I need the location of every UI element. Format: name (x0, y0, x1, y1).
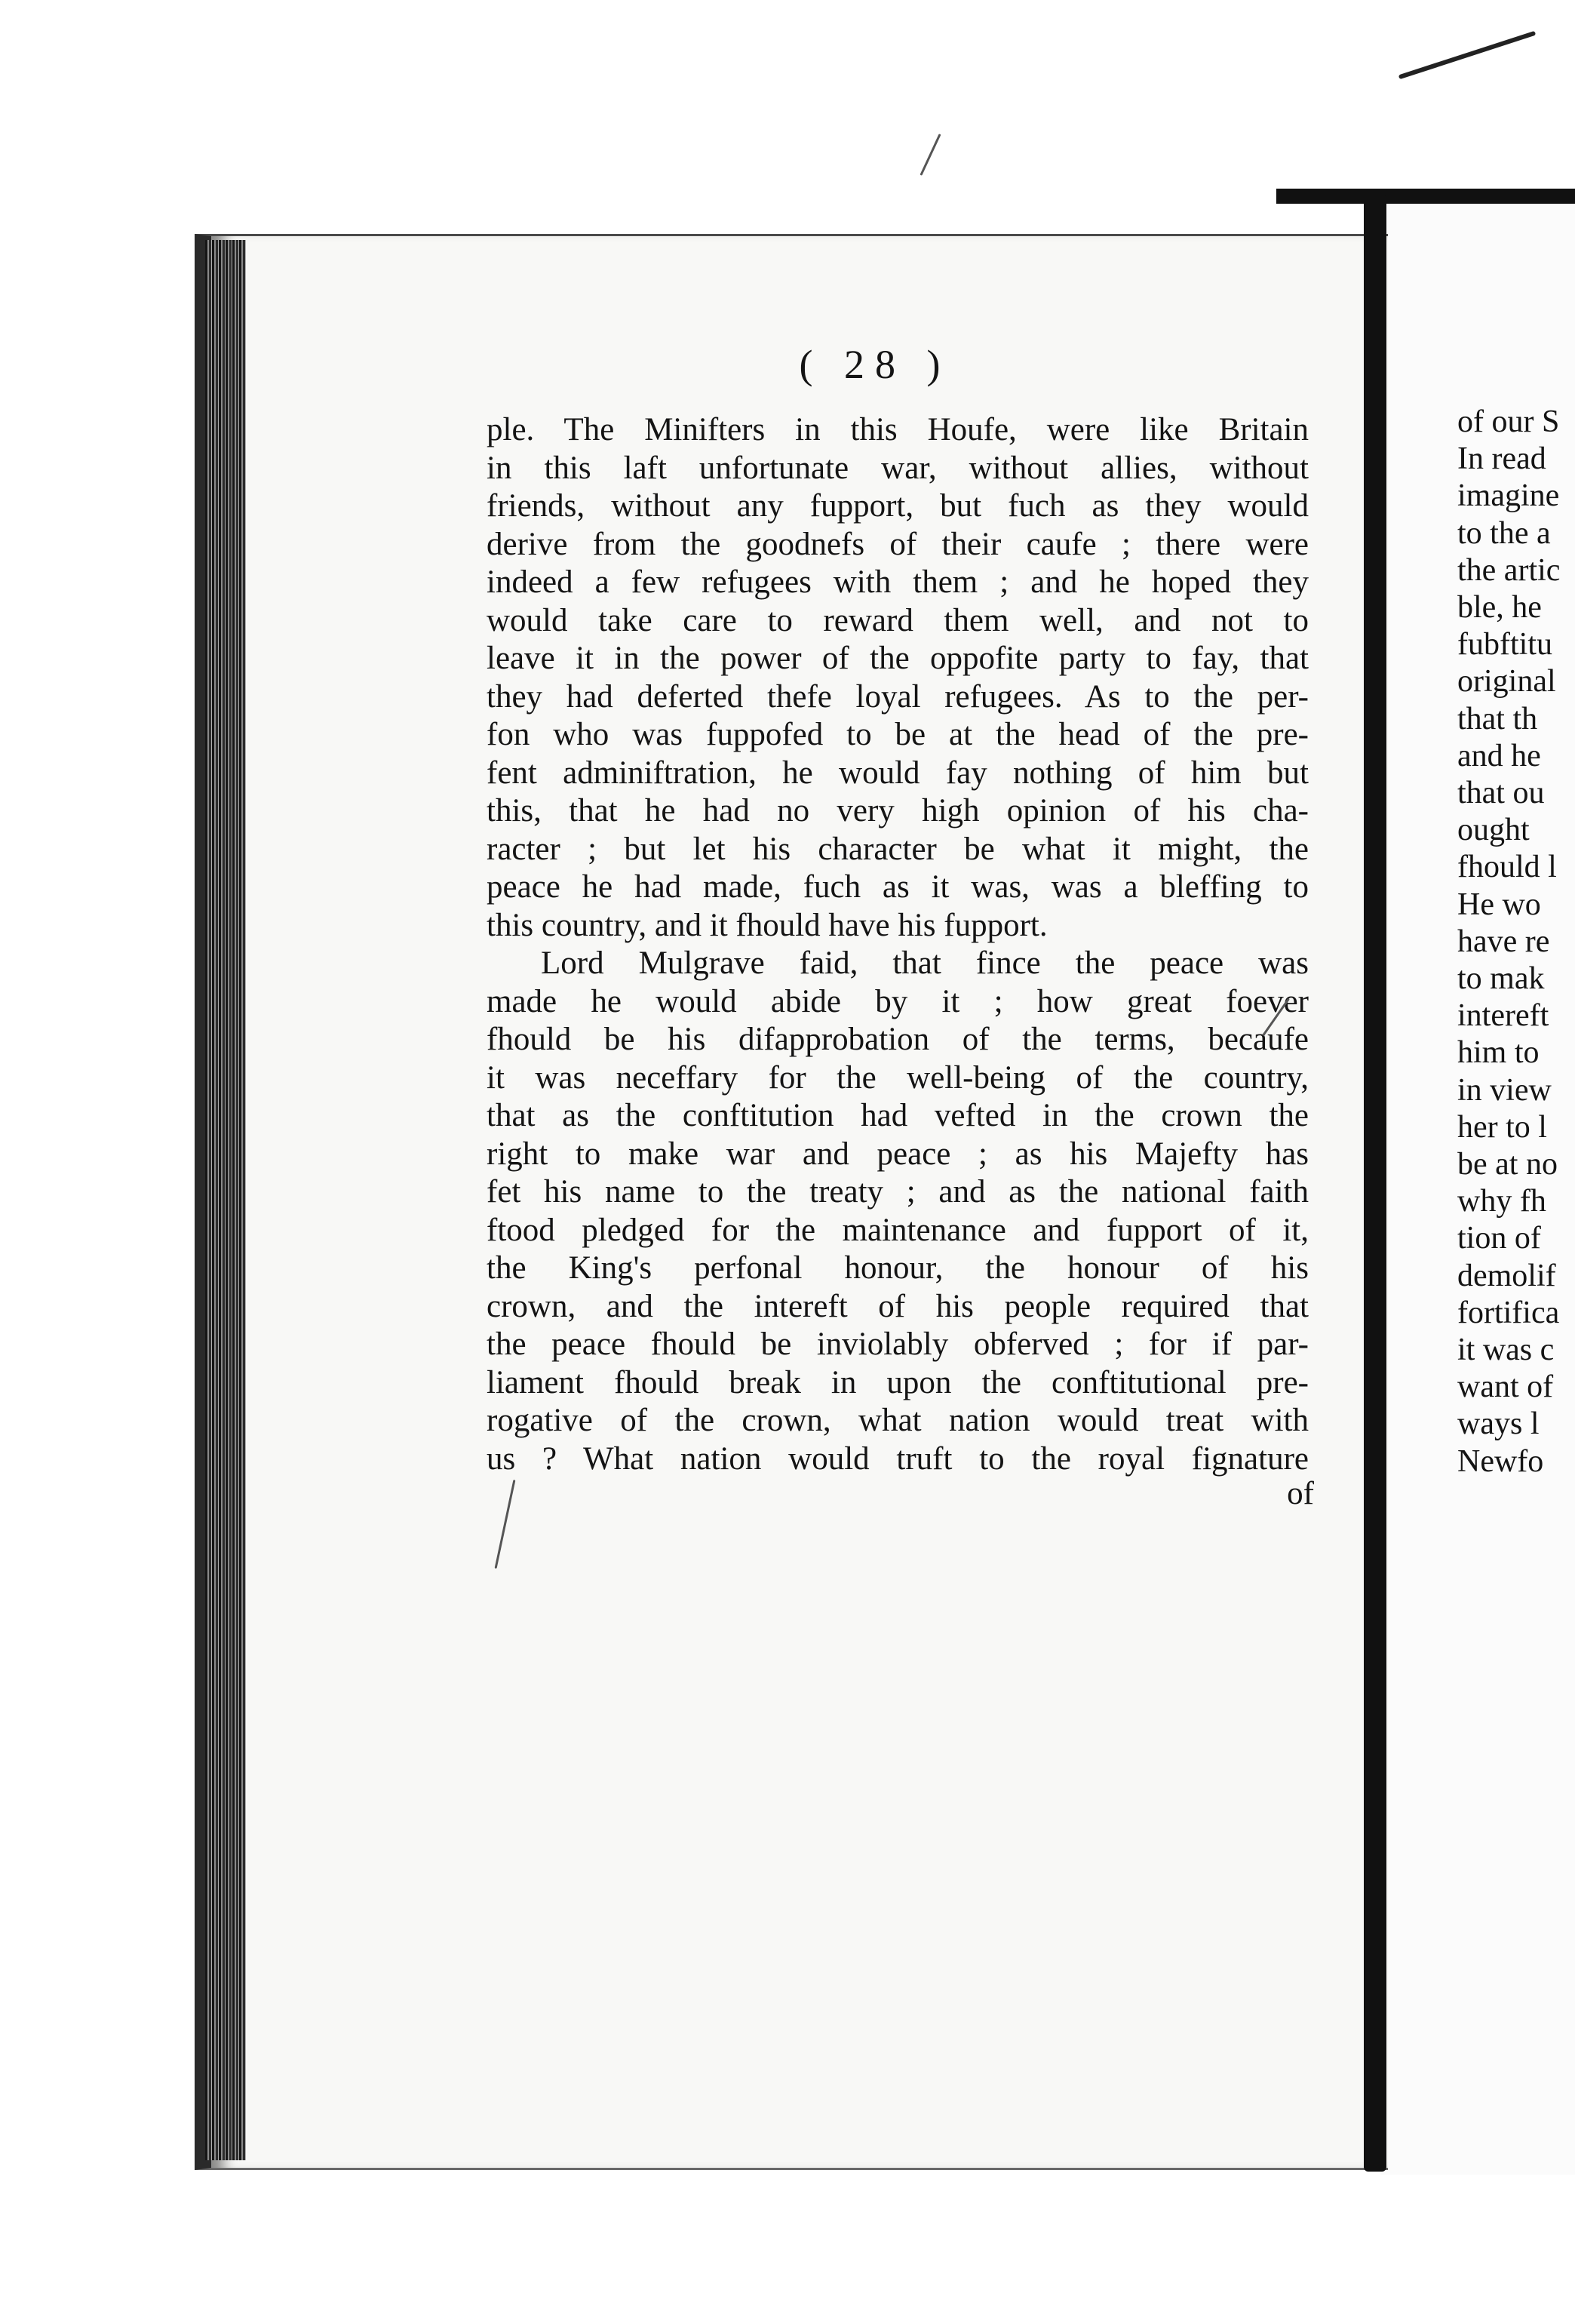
text-line: that as the conftitution had vefted in the crown the (487, 1098, 1309, 1133)
text-line: made he would abide by it ; how great foever (487, 983, 1309, 1019)
text-line: Lord Mulgrave faid, that fince the peace was (541, 945, 1309, 981)
text-line: crown, and the intereft of his people required that (487, 1288, 1309, 1324)
right-text-line: to the a (1457, 515, 1551, 551)
right-text-line: him to (1457, 1035, 1540, 1071)
right-text-line: want of (1457, 1370, 1554, 1405)
right-text-line: to mak (1457, 961, 1545, 996)
text-line: us ? What nation would truft to the royal fignature (487, 1440, 1309, 1477)
text-line: it was neceffary for the well-being of the country, (487, 1059, 1309, 1096)
right-text-line: original (1457, 664, 1556, 699)
right-text-line: ought (1457, 813, 1530, 848)
right-text-line: fortifica (1457, 1295, 1560, 1330)
right-text-line: imagine (1457, 478, 1560, 514)
text-line: leave it in the power of the oppofite party to fay, that (487, 641, 1309, 676)
right-text-line: fubftitu (1457, 627, 1552, 662)
page-number: ( 28 ) (799, 342, 951, 387)
catchword: of (1287, 1476, 1314, 1511)
text-line: they had deferted thefe loyal refugees. As to the per- (487, 678, 1309, 715)
text-line: the King's perfonal honour, the honour of his (487, 1250, 1309, 1286)
text-line: the peace fhould be inviolably obferved ; for if par- (487, 1326, 1309, 1362)
text-line: racter ; but let his character be what it might, the (487, 831, 1309, 867)
right-text-line: have re (1457, 924, 1550, 959)
right-text-line: in view (1457, 1072, 1552, 1108)
text-line: peace he had made, fuch as it was, was a bleffing to (487, 869, 1309, 905)
text-line: this, that he had no very high opinion of his cha- (487, 793, 1309, 828)
right-text-line: and he (1457, 738, 1541, 773)
text-line: fhould be his difapprobation of the terms, becaufe (487, 1022, 1309, 1057)
right-text-line: tion of (1457, 1221, 1541, 1256)
right-text-line: fhould l (1457, 850, 1557, 885)
right-text-line: that ou (1457, 776, 1545, 810)
right-text-line: ways l (1457, 1406, 1540, 1442)
right-text-line: of our S (1457, 404, 1560, 439)
text-line: fent adminiftration, he would fay nothing of him but (487, 755, 1309, 791)
right-text-line: it was c (1457, 1333, 1555, 1367)
right-text-line: He wo (1457, 887, 1541, 922)
right-text-line: ble, he (1457, 590, 1542, 625)
text-line: right to make war and peace ; as his Majefty has (487, 1136, 1309, 1172)
text-line: rogative of the crown, what nation would treat with (487, 1403, 1309, 1438)
text-line: fon who was fuppofed to be at the head of the pre- (487, 717, 1309, 752)
right-text-line: demolif (1457, 1258, 1556, 1293)
text-line: indeed a few refugees with them ; and he hoped they (487, 564, 1309, 600)
text-line: this country, and it fhould have his fupport. (487, 907, 1048, 943)
text-line: liament fhould break in upon the conftitutional pre- (487, 1364, 1309, 1400)
text-line: would take care to reward them well, and not to (487, 602, 1309, 638)
right-text-line: the artic (1457, 552, 1561, 588)
page-edges (205, 240, 246, 2160)
right-text-line: that th (1457, 701, 1538, 736)
text-line: ple. The Minifters in this Houfe, were like Britain (487, 412, 1309, 447)
text-line: fet his name to the treaty ; and as the national faith (487, 1174, 1309, 1210)
right-text-line: Newfo (1457, 1443, 1544, 1479)
right-text-line: why fh (1457, 1184, 1546, 1219)
text-line: derive from the goodnefs of their caufe ; there were (487, 526, 1309, 562)
text-line: in this laft unfortunate war, without allies, without (487, 450, 1309, 486)
gutter-rule (1364, 195, 1386, 2172)
pencil-mark (920, 134, 941, 176)
right-text-line: In read (1457, 441, 1546, 477)
text-line: friends, without any fupport, but fuch as they would (487, 488, 1309, 524)
right-text-line: intereft (1457, 998, 1549, 1034)
right-text-line: her to l (1457, 1109, 1547, 1145)
right-page-clip (1386, 0, 1575, 2324)
text-line: ftood pledged for the maintenance and fupport of it, (487, 1212, 1309, 1248)
right-text-line: be at no (1457, 1147, 1558, 1182)
